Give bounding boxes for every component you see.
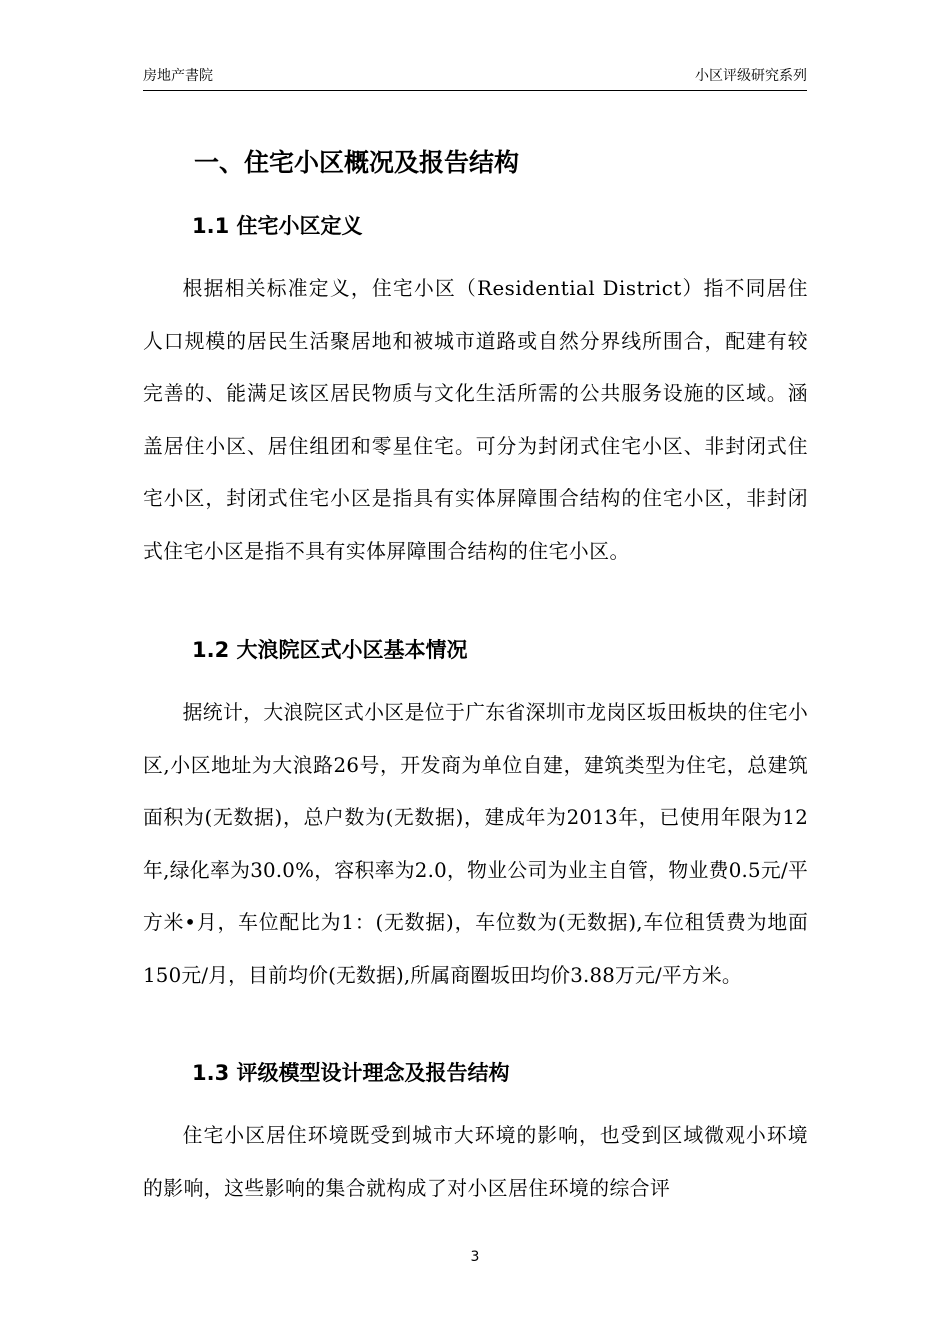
section-paragraph-1-3: 住宅小区居住环境既受到城市大环境的影响，也受到区域微观小环境的影响，这些影响的集合就构成了对小区居住环境的综合评 — [143, 1124, 808, 1200]
section-paragraph-1-1: 根据相关标准定义，住宅小区（Residential District）指不同居住人口规模的居民生活聚居地和被城市道路或自然分界线所围合，配建有较完善的、能满足该区居民物质与文化生活所需的公共服务设施的区域。涵盖居住小区、居住组团和零星住宅。可分为封闭式住宅小区、非封闭式住宅小区，封闭式住宅小区是指具有实体屏障围合结构的住宅小区，非封闭式住宅小区是指不具有实体屏障围合结构的住宅小区。 — [143, 277, 808, 563]
section-heading-1-1: 1.1 住宅小区定义 — [192, 214, 363, 238]
section-heading-1-3: 1.3 评级模型设计理念及报告结构 — [192, 1061, 510, 1085]
section-heading-1-2: 1.2 大浪院区式小区基本情况 — [192, 638, 468, 662]
chapter-title: 一、住宅小区概况及报告结构 — [194, 148, 520, 177]
page-number: 3 — [470, 1249, 480, 1265]
header-series-title: 小区评级研究系列 — [695, 68, 807, 84]
page-header — [143, 64, 807, 91]
header-publisher: 房地产書院 — [143, 68, 213, 84]
section-paragraph-1-2: 据统计，大浪院区式小区是位于广东省深圳市龙岗区坂田板块的住宅小区,小区地址为大浪路26号，开发商为单位自建，建筑类型为住宅，总建筑面积为(无数据)，总户数为(无数据)，建成年为2013年，已使用年限为12年,绿化率为30.0%，容积率为2.0，物业公司为业主自管，物业费0.5元/平方米•月，车位配比为1：(无数据)，车位数为(无数据),车位租赁费为地面150元/月，目前均价(无数据),所属商圈坂田均价3.88万元/平方米。 — [143, 701, 808, 987]
